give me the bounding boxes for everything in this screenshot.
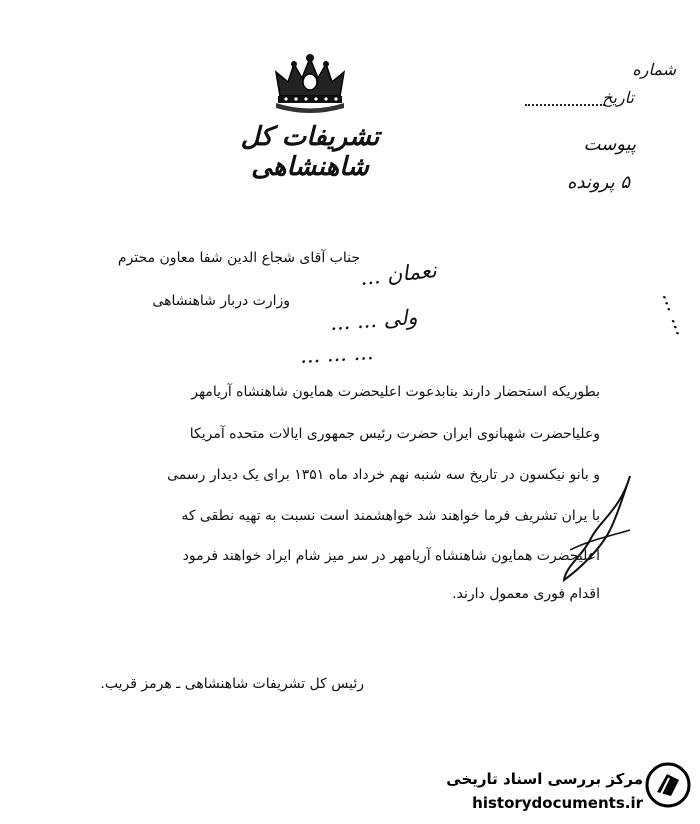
body-line-3: و بانو نیکسون در تاریخ سه شنبه نهم خرداد ماه ۱۳۵۱ برای یک دیدار رسمی xyxy=(167,467,600,483)
body-line-1: بطوریکه استحضار دارند بنابدعوت اعلیحضرت همایون شاهنشاه آریامهر xyxy=(191,384,600,400)
watermark-title: مرکز بررسی اسناد تاریخی xyxy=(446,770,643,788)
handwritten-note-line-2: ولی ... ... xyxy=(329,304,419,336)
letterhead-title: تشریفات کل شاهنشاهی xyxy=(240,122,380,182)
body-line-4: با یران تشریف فرما خواهند شد خواهشمند است نسبت به تهیه نطقی که xyxy=(181,508,600,524)
archive-logo-icon xyxy=(645,762,691,808)
ministry-line: وزارت دربار شاهنشاهی xyxy=(152,293,290,309)
handwritten-note-line-1: نعمان ... xyxy=(358,258,438,290)
date-label: تاریخ xyxy=(602,88,634,107)
handwritten-signature-icon xyxy=(560,470,640,590)
watermark-footer xyxy=(395,756,695,824)
handwritten-side-note: ... ... xyxy=(658,288,696,339)
body-line-6: اقدام فوری معمول دارند. xyxy=(452,586,600,602)
number-label: شماره xyxy=(632,60,676,79)
body-line-5: اعلیحضرت همایون شاهنشاه آریامهر در سر میز شام ایراد خواهند فرمود xyxy=(182,548,600,564)
signatory-line: رئیس کل تشریفات شاهنشاهی ـ هرمز قریب. xyxy=(100,676,364,692)
handwritten-note-line-3: ... ... ... xyxy=(299,340,375,368)
body-line-2: وعلیاحضرت شهبانوی ایران حضرت رئیس جمهوری ایالات متحده آمریکا xyxy=(189,426,600,442)
dotted-line xyxy=(525,104,605,106)
attachment-label: پیوست xyxy=(583,134,636,155)
addressee-line: جناب آقای شجاع الدین شفا معاون محترم xyxy=(117,250,360,266)
handwritten-file-note: ۵ پرونده xyxy=(567,172,630,193)
watermark-url: historydocuments.ir xyxy=(472,794,643,812)
crown-emblem-icon xyxy=(270,52,350,114)
